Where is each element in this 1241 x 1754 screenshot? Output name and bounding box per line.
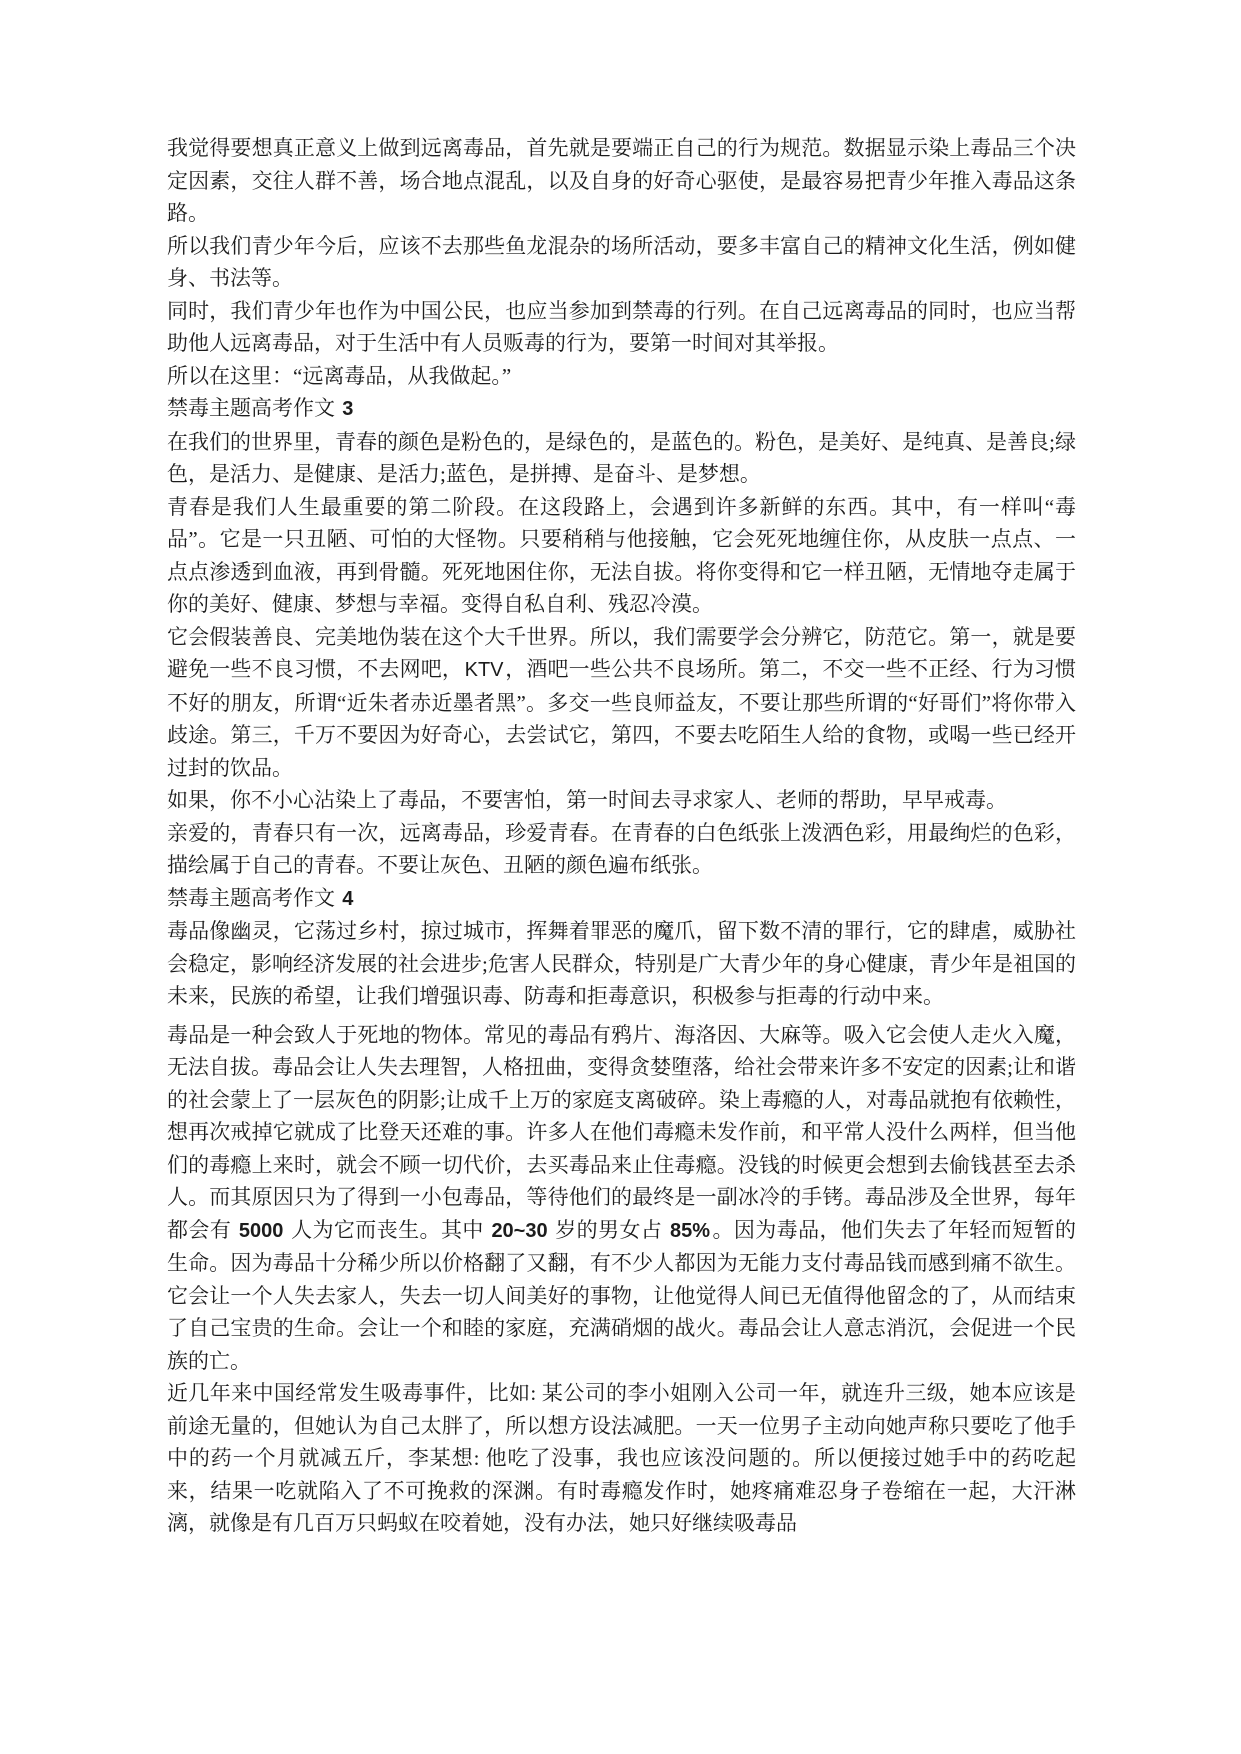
text-run: 禁毒主题高考作文 [167, 396, 341, 420]
paragraph [167, 426, 1076, 491]
text-run: 近几年来中国经常发生吸毒事件，比如: 某公司的李小姐刚入公司一年，就连升三级，她本应该是前途无量的，但她认为自己太胖了，所以想方设法减肥。一天一位男子主动向她声称只要吃了他手中的药一个月就减五斤，李某想: 他吃了没事，我也应该没问题的。所以便接过她手中的药吃起来，结果一吃就陷入了不可挽救的深渊。有时毒瘾发作时，她疼痛难忍身子卷缩在一起，大汗淋漓，就像是有几百万只蚂蚁在咬着她，没有办法，她只好继续吸毒品 [167, 1381, 1076, 1535]
text-run: 亲爱的，青春只有一次，远离毒品，珍爱青春。在青春的白色纸张上泼洒色彩，用最绚烂的色彩，描绘属于自己的青春。不要让灰色、丑陋的颜色遍布纸张。 [167, 820, 1076, 877]
paragraph [167, 1019, 1076, 1378]
numeric-run: 4 [342, 887, 354, 910]
text-run: 青春是我们人生最重要的第二阶段。在这段路上，会遇到许多新鲜的东西。其中，有一样叫“毒品”。它是一只丑陋、可怕的大怪物。只要稍稍与他接触，它会死死地缠住你，从皮肤一点点、一点点渗透到血液，再到骨髓。死死地困住你，无法自拔。将你变得和它一样丑陋，无情地夺走属于你的美好、健康、梦想与幸福。变得自私自利、残忍冷漠。 [167, 494, 1076, 616]
numeric-run: 3 [342, 398, 354, 420]
paragraph [167, 1377, 1076, 1540]
numeric-run: 85% [670, 1219, 711, 1242]
text-run: 同时，我们青少年也作为中国公民，也应当参加到禁毒的行列。在自己远离毒品的同时，也应当帮助他人远离毒品，对于生活中有人员贩毒的行为，要第一时间对其举报。 [167, 298, 1076, 355]
text-run: 岁的男女占 [549, 1217, 668, 1242]
text-run: 我觉得要想真正意义上做到远离毒品，首先就是要端正自己的行为规范。数据显示染上毒品三个决定因素，交往人群不善，场合地点混乱，以及自身的好奇心驱使，是最容易把青少年推入毒品这条路。 [167, 136, 1076, 225]
document-body [167, 132, 1076, 1540]
text-run: 如果，你不小心沾染上了毒品，不要害怕，第一时间去寻求家人、老师的帮助，早早戒毒。 [167, 788, 1007, 812]
text-run: 所以我们青少年今后，应该不去那些鱼龙混杂的场所活动，要多丰富自己的精神文化生活，例如健身、书法等。 [167, 233, 1076, 290]
paragraph [167, 817, 1076, 882]
text-run: 禁毒主题高考作文 [167, 885, 341, 910]
text-run: 人为它而丧生。其中 [285, 1217, 490, 1242]
paragraph [167, 621, 1076, 785]
section-heading [167, 882, 1076, 916]
paragraph [167, 360, 1076, 393]
paragraph [167, 132, 1076, 230]
paragraph [167, 295, 1076, 360]
text-run: 在我们的世界里，青春的颜色是粉色的，是绿色的，是蓝色的。粉色，是美好、是纯真、是善良;绿色，是活力、是健康、是活力;蓝色，是拼搏、是奋斗、是梦想。 [167, 429, 1076, 486]
text-run: 毒品是一种会致人于死地的物体。常见的毒品有鸦片、海洛因、大麻等。吸入它会使人走火入魔，无法自拔。毒品会让人失去理智，人格扭曲，变得贪婪堕落，给社会带来许多不安定的因素;让和谐的社会蒙上了一层灰色的阴影;让成千上万的家庭支离破碎。染上毒瘾的人，对毒品就抱有依赖性，想再次戒掉它就成了比登天还难的事。许多人在他们毒瘾未发作前，和平常人没什么两样，但当他们的毒瘾上来时，就会不顾一切代价，去买毒品来止住毒瘾。没钱的时候更会想到去偷钱甚至去杀人。而其原因只为了得到一小包毒品，等待他们的最终是一副冰冷的手铐。毒品涉及全世界，每年都会有 [167, 1022, 1076, 1242]
text-run: 。因为毒品，他们失去了年轻而短暂的生命。因为毒品十分稀少所以价格翻了又翻，有不少人都因为无能力支付毒品钱而感到痛不欲生。它会让一个人失去家人，失去一切人间美好的事物，让他觉得人间已无值得他留念的了，从而结束了自己宝贵的生命。会让一个和睦的家庭，充满硝烟的战火。毒品会让人意志消沉，会促进一个民族的亡。 [167, 1217, 1077, 1373]
latin-run: KTV [464, 659, 504, 681]
text-run: 它会假装善良、完美地伪装在这个大千世界。所以，我们需要学会分辨它，防范它。第一，就是要避免一些不良习惯，不去网吧， [167, 624, 1076, 681]
paragraph [167, 784, 1076, 817]
paragraph [167, 491, 1076, 621]
text-run: ，酒吧一些公共不良场所。第二，不交一些不正经、行为习惯不好的朋友，所谓“近朱者赤近墨者黑”。多交一些良师益友，不要让那些所谓的“好哥们”将你带入歧途。第三，千万不要因为好奇心，去尝试它，第四，不要去吃陌生人给的食物，或喝一些已经开过封的饮品。 [167, 657, 1076, 780]
paragraph [167, 915, 1076, 1013]
numeric-run: 5000 [238, 1219, 284, 1242]
text-run: 所以在这里：“远离毒品，从我做起。” [167, 363, 512, 388]
section-heading [167, 392, 1076, 426]
text-run: 毒品像幽灵，它荡过乡村，掠过城市，挥舞着罪恶的魔爪，留下数不清的罪行，它的肆虐，威胁社会稳定，影响经济发展的社会进步;危害人民群众，特别是广大青少年的身心健康，青少年是祖国的未来，民族的希望，让我们增强识毒、防毒和拒毒意识，积极参与拒毒的行动中来。 [167, 919, 1076, 1008]
numeric-run: 20~30 [491, 1219, 548, 1242]
paragraph [167, 230, 1076, 295]
